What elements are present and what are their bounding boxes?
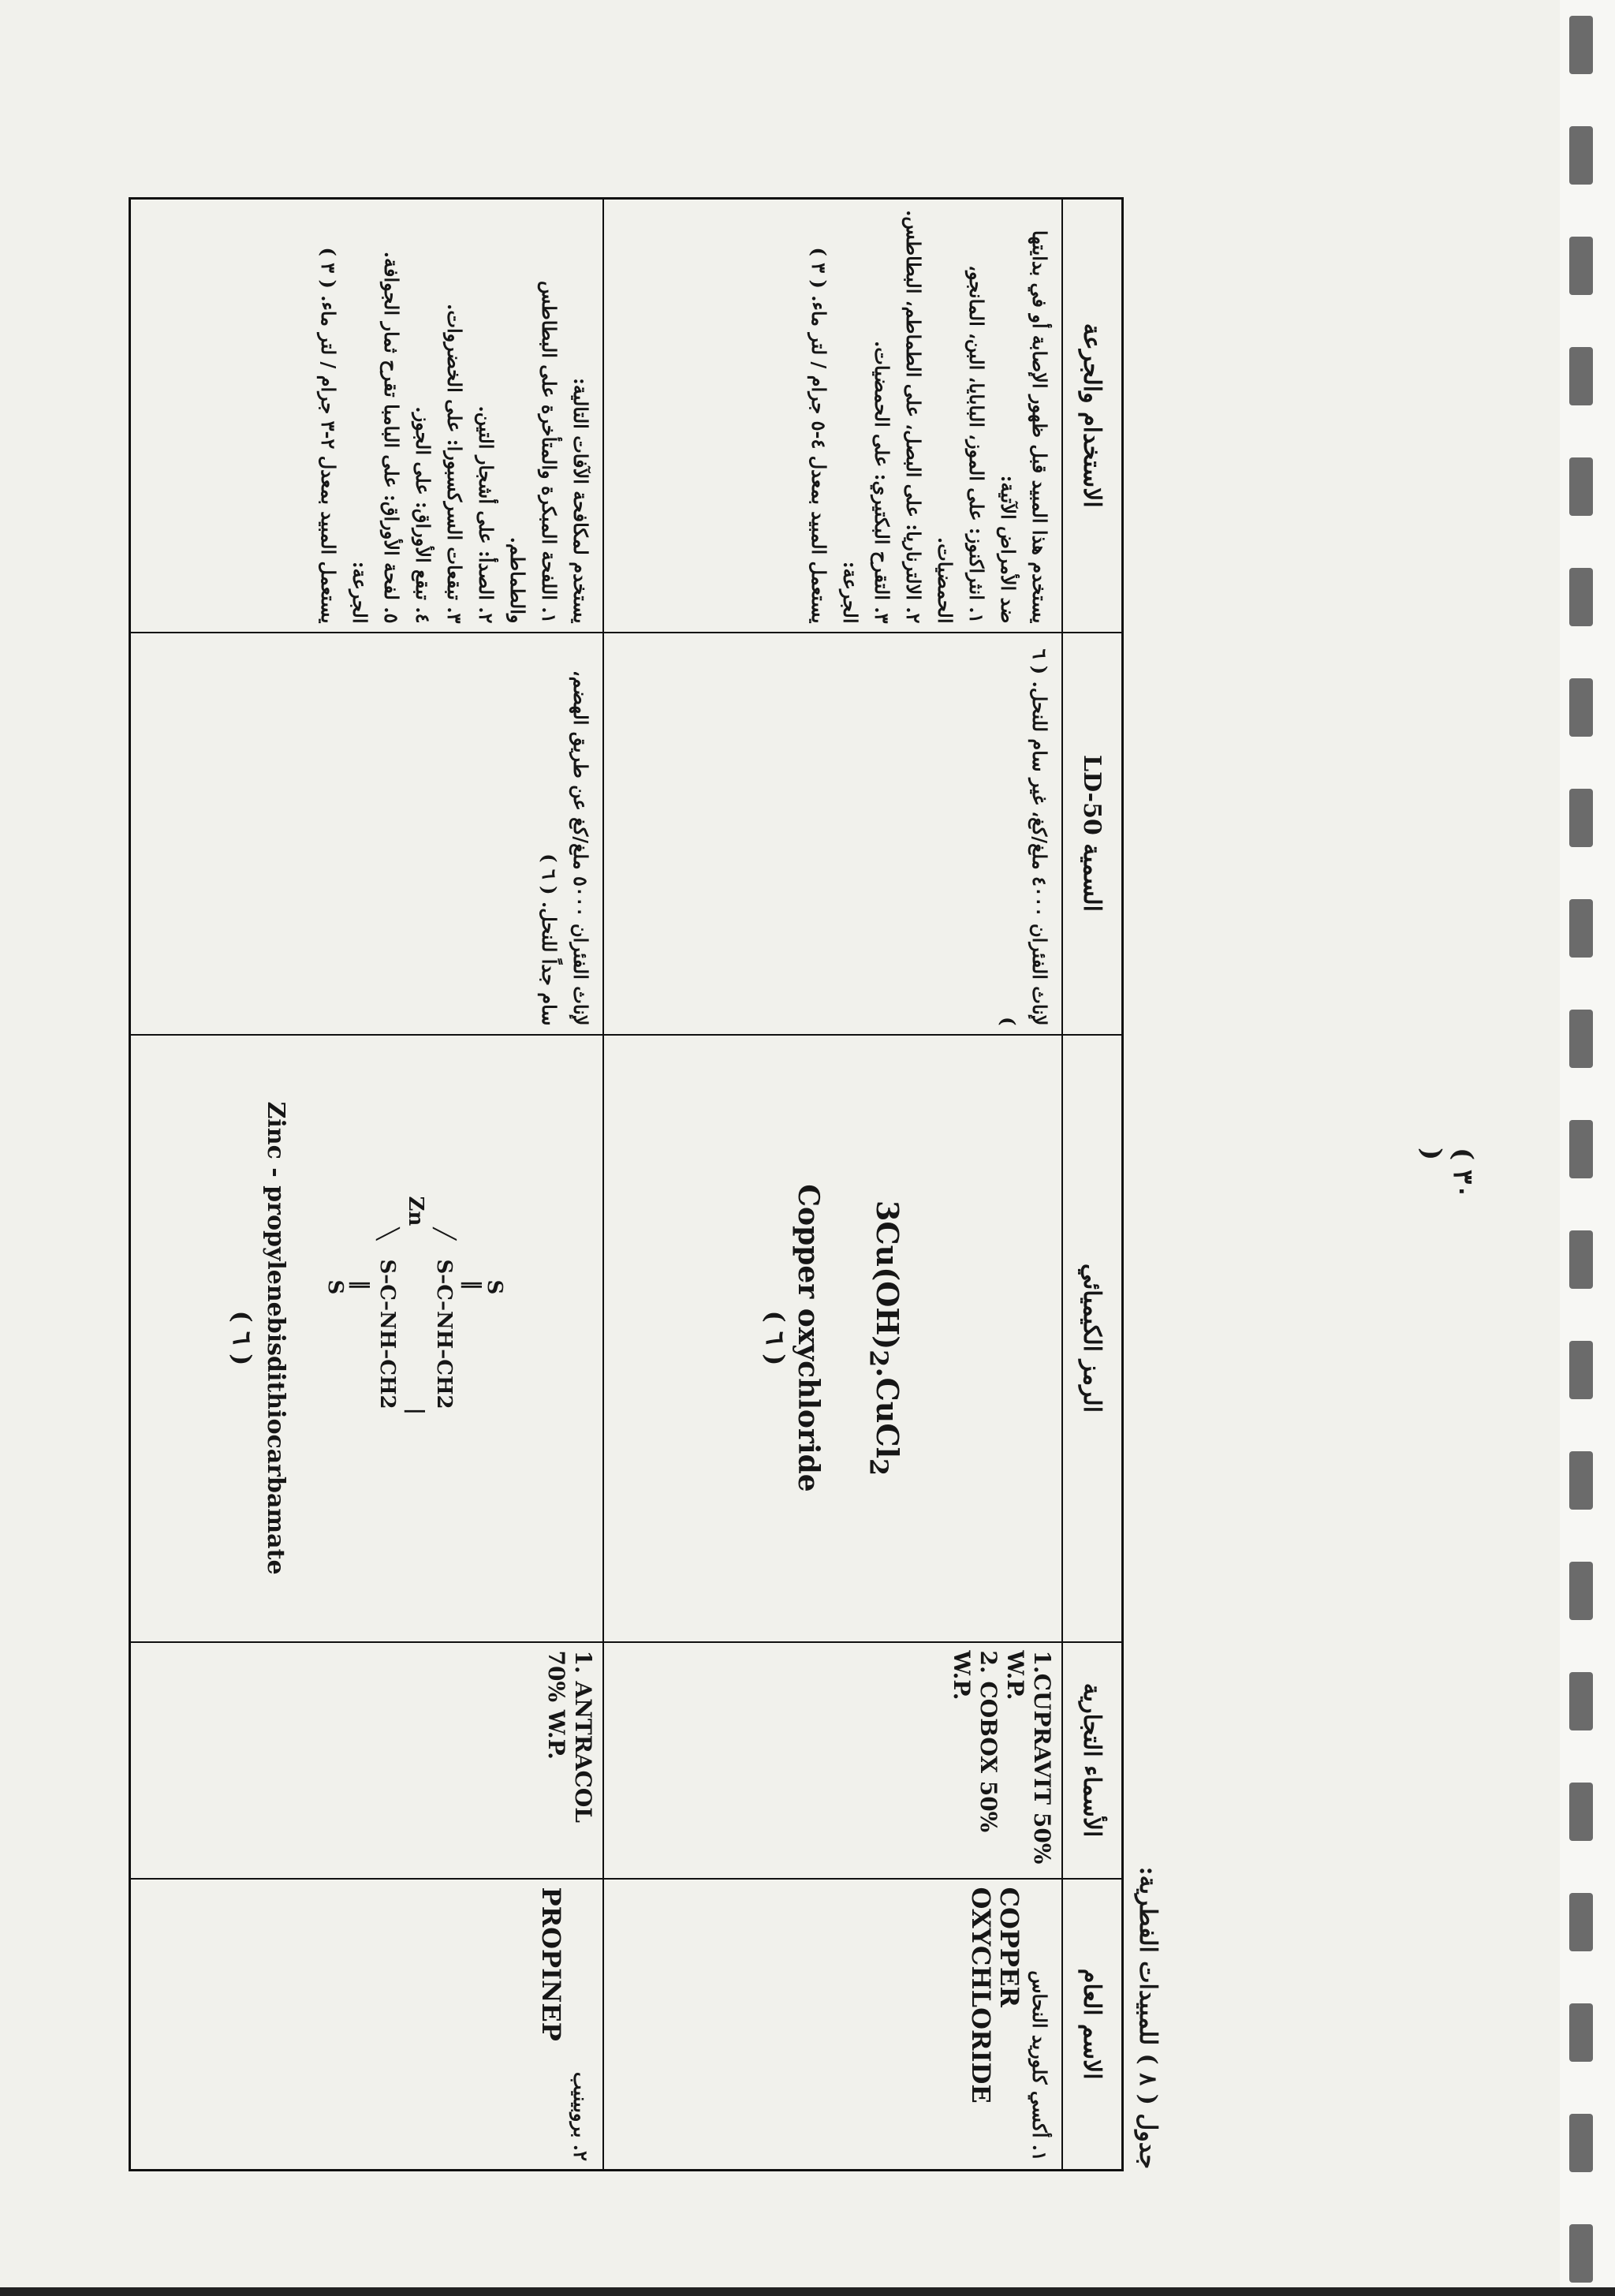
usage-line: الجرعة: <box>839 561 862 624</box>
usage-line: يستخدم لمكافحة الآفات التالية: <box>569 378 592 624</box>
formula-reference: ( ٦ ) <box>227 1310 258 1366</box>
usage-line: ٥. لفحة الأوراق: على البامبا تقرح ثمار الجوافة. <box>380 251 403 624</box>
trade-name: 1. ANTRACOL 70% W.P. <box>543 1650 596 1823</box>
usage-line: ٣. التقرح البكتيري: على الحمضيات. <box>871 340 893 624</box>
usage-line: ١. انثراكنوز: على الموز، البابايا، البن، المانجو، الحمضيات. <box>934 265 988 624</box>
table-row <box>603 199 1062 2171</box>
binding-hole <box>1569 1010 1593 1068</box>
binding-hole <box>1569 16 1593 74</box>
usage-cell <box>130 199 603 633</box>
dithiocarbamate-chain-bottom: S–C–NH–CH2 <box>375 1259 400 1409</box>
sulfur-atom-top: S <box>483 1279 507 1295</box>
binding-hole <box>1569 899 1593 958</box>
formula-reference: ( ٦ ) <box>759 1310 790 1366</box>
usage-line: الجرعة: <box>349 561 371 624</box>
chemical-formula-cell <box>603 1035 1062 1642</box>
usage-line: ٢. الالترناريا: على البصل، على الطماطم، البطاطس. <box>902 210 925 624</box>
binding-hole <box>1569 1341 1593 1399</box>
header-common-name: الاسم العام <box>1062 1879 1123 2171</box>
usage-line: يستعمل المبيد بمعدل ٤-٥ جرام / لتر ماء. ( ٣ ) <box>808 247 830 624</box>
trade-name: 1.CUPRAVIT 50% W.P. <box>1002 1650 1055 1865</box>
dithiocarbamate-chain-top: S–C–NH–CH2 <box>432 1259 457 1409</box>
fungicides-table <box>129 197 1125 2171</box>
common-name-arabic: ١. أكسي كلوريد النحاس <box>1028 1970 1051 2161</box>
usage-line: يستخدم هذا المبيد قبل ظهور الإصابة أو في بدايتها ضد الأمراض الآتية: <box>997 230 1051 624</box>
toxicity-cell <box>603 633 1062 1035</box>
binding-hole <box>1569 347 1593 405</box>
structural-formula <box>325 1197 506 1480</box>
trade-name: 2. COBOX 50% W.P. <box>949 1650 1001 1833</box>
trade-names-cell <box>603 1642 1062 1879</box>
usage-line: يستعمل المبيد بمعدل ٢-٣ جرام / لتر ماء. ( ٣ ) <box>317 247 340 624</box>
binding-hole <box>1569 1451 1593 1510</box>
double-bond-top: ‖ <box>461 1279 485 1290</box>
binding-hole <box>1569 237 1593 295</box>
header-toxicity: السمية LD-50 <box>1062 633 1123 1035</box>
trade-names-cell <box>130 1642 603 1879</box>
zinc-atom: Zn <box>404 1196 428 1226</box>
formula-name: Copper oxychloride <box>791 1184 825 1492</box>
toxicity-cell <box>130 633 603 1035</box>
common-name-cell <box>130 1879 603 2171</box>
table-header-row <box>1062 199 1123 2171</box>
common-name-arabic: ٢. بروبينيب <box>569 2071 592 2161</box>
binding-hole <box>1569 1783 1593 1841</box>
binding-hole <box>1569 568 1593 626</box>
table-row <box>130 199 603 2171</box>
usage-line: ١. اللفحة المبكرة والمتأخرة على البطاطس والطماطم. <box>506 281 561 624</box>
table-caption: جدول ( ٨ ) للمبيدات الفطرية: <box>1134 1866 1162 2169</box>
usage-line: ٢. الصدأ: على أشجار التين. <box>475 405 498 624</box>
binding-hole <box>1569 2003 1593 2062</box>
common-name-english: PROPINEP <box>536 1887 566 2041</box>
bond-line-top: ╱ <box>432 1227 457 1241</box>
binding-hole <box>1569 1893 1593 1951</box>
common-name-english: COPPER OXYCHLORIDE <box>966 1887 1024 2104</box>
binding-hole <box>1569 1230 1593 1289</box>
toxicity-text: لإناث الفئران ٥٠٠٠ ملغ/كغ عن طريق الهضم، سام جداً للنحل. ( ٦ ) <box>538 670 592 1026</box>
binding-hole <box>1569 1120 1593 1178</box>
chemical-formula: $3Cu(OH)_2.CuCl_2$ <box>863 1200 906 1477</box>
bridge-bond: | <box>404 1407 428 1415</box>
binding-hole <box>1569 1672 1593 1730</box>
chemical-formula-cell <box>130 1035 603 1642</box>
usage-cell <box>603 199 1062 633</box>
header-trade-names: الأسماء التجارية <box>1062 1642 1123 1879</box>
binding-hole <box>1569 789 1593 847</box>
usage-line: ٣. تبقعات السركسبورا: على الخضروات. <box>443 304 466 624</box>
sulfur-atom-bottom: S <box>323 1279 348 1295</box>
binding-hole <box>1569 678 1593 737</box>
toxicity-text: لإناث الفئران ٤٠٠٠ ملغ/كغ، غير سام للنحل. ( ٦ ) <box>997 648 1051 1026</box>
double-bond-bottom: ‖ <box>349 1279 373 1290</box>
page-bottom-edge <box>0 2287 1615 2296</box>
usage-line: ٤. تبقع الأوراق: على الجوز. <box>412 406 435 624</box>
page-number: ( ٣٠ ) <box>1415 1148 1479 1199</box>
common-name-cell <box>603 1879 1062 2171</box>
bond-line-bottom: ╲ <box>375 1227 400 1241</box>
header-chemical-formula: الرمز الكيميائي <box>1062 1035 1123 1642</box>
rotated-table-block <box>146 197 1171 2169</box>
binding-hole <box>1569 126 1593 185</box>
binding-hole <box>1569 1562 1593 1620</box>
binding-hole <box>1569 457 1593 516</box>
formula-name: Zinc - propylenebisdithiocarbamate <box>262 1101 290 1575</box>
binding-hole <box>1569 2114 1593 2172</box>
header-usage: الاستخدام والجرعة <box>1062 199 1123 633</box>
binding-hole <box>1569 2224 1593 2283</box>
